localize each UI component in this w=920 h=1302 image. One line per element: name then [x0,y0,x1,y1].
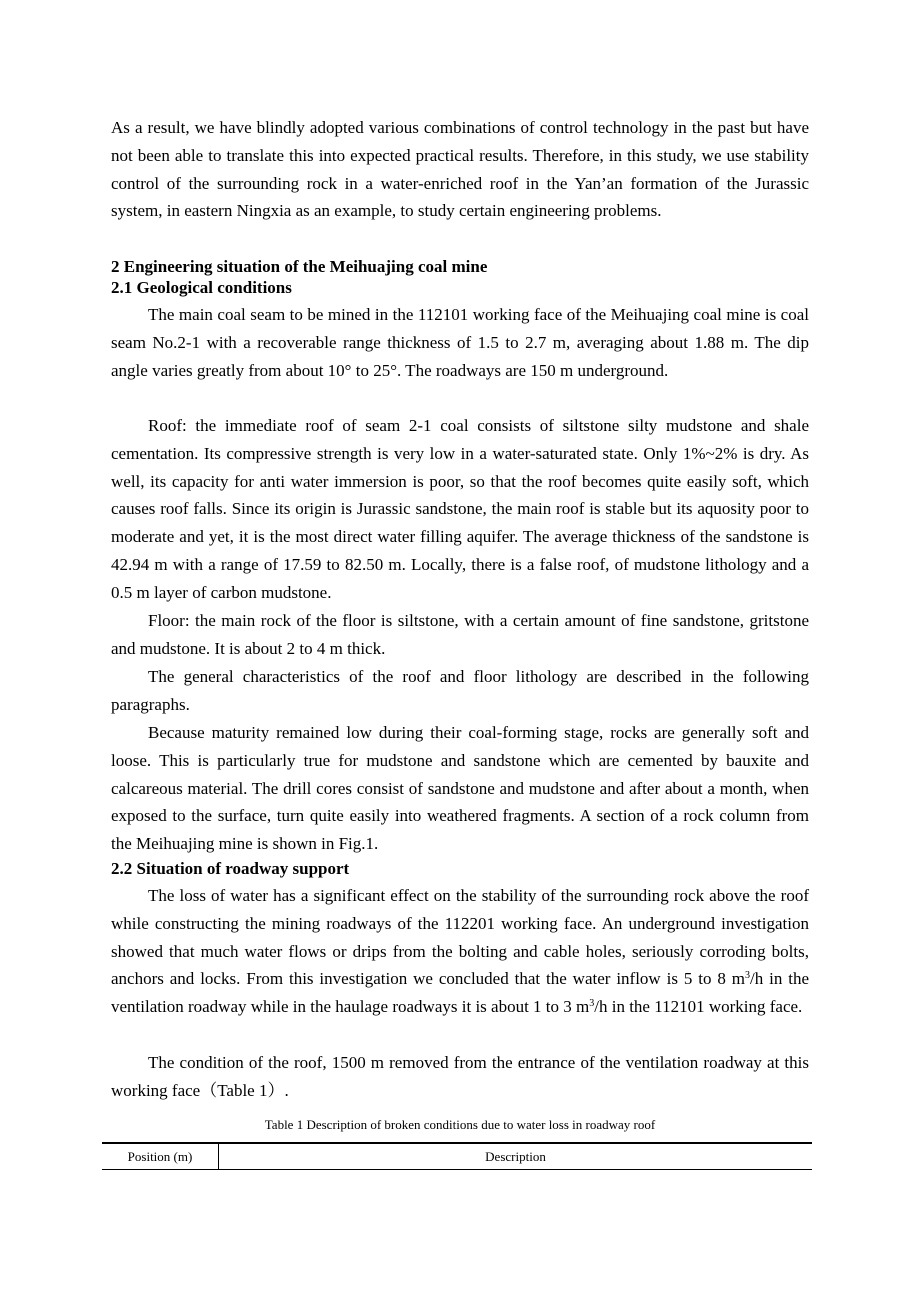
superscript-3: 3 [744,970,750,982]
section-heading-2: 2 Engineering situation of the Meihuajing coal mine [111,257,488,276]
paragraph-general-characteristics: The general characteristics of the roof and floor lithology are described in the following paragraphs. [111,667,809,714]
data-table [102,1142,812,1170]
paragraph-roof-condition: The condition of the roof, 1500 m removed from the entrance of the ventilation roadway at this working face（Table 1）. [111,1053,809,1100]
paragraph-roof: Roof: the immediate roof of seam 2-1 coal consists of siltstone silty mudstone and shale cementation. Its compressive strength is very low in a water-saturated state. Only 1%~2% is dry. As well, its capacity for anti water immersion is poor, so that the roof becomes quite easily soft, which causes roof falls. Since its origin is Jurassic sandstone, the main roof is stable but its aquosity poor to moderate and yet, it is the most direct water filling aquifer. The average thickness of the sandstone is 42.94 m with a range of 17.59 to 82.50 m. Locally, there is a false roof, of mudstone lithology and a 0.5 m layer of carbon mudstone. [111,416,809,602]
table-header-description: Description [485,1149,546,1164]
paragraph-roadway-support-part2: /h in the ventilation roadway while in the haulage roadways it is about 1 to 3 m [111,969,809,1017]
paragraph-coal-seam: The main coal seam to be mined in the 112101 working face of the Meihuajing coal mine is coal seam No.2-1 with a recoverable range thickness of 1.5 to 2.7 m, averaging about 1.88 m. The dip angle varies greatly from about 10° to 25°. The roadways are 150 m underground. [111,305,809,380]
paragraph-roadway-support-part1: The loss of water has a significant effect on the stability of the surrounding rock above the roof while constructing the mining roadways of the 112201 working face. An underground investigation showed that much water flows or drips from the bolting and cable holes, seriously corroding bolts, anchors and locks. From this investigation we concluded that the water inflow is 5 to 8 m [111,886,809,989]
table-caption: Table 1 Description of broken conditions due to water loss in roadway roof [264,1117,656,1132]
table-header-position: Position (m) [102,1144,219,1169]
superscript-3: 3 [589,998,595,1010]
paragraph-roadway-support [111,882,809,1021]
paragraph-intro: As a result, we have blindly adopted various combinations of control technology in the past but have not been able to translate this into expected practical results. Therefore, in this study, we use stability control of the surrounding rock in a water-enriched roof in the Yan’an formation of the Jurassic system, in eastern Ningxia as an example, to study certain engineering problems. [111,118,809,221]
paragraph-maturity: Because maturity remained low during their coal-forming stage, rocks are generally soft and loose. This is particularly true for mudstone and sandstone which are cemented by bauxite and calcareous material. The drill cores consist of sandstone and mudstone and after about a month, when exposed to the surface, turn quite easily into weathered fragments. A section of a rock column from the Meihuajing mine is shown in Fig.1. [111,723,809,854]
section-heading-2-2: 2.2 Situation of roadway support [111,859,350,878]
paragraph-floor: Floor: the main rock of the floor is siltstone, with a certain amount of fine sandstone, gritstone and mudstone. It is about 2 to 4 m thick. [111,611,809,658]
paragraph-roadway-support-part3: /h in the 112101 working face. [594,997,803,1017]
section-heading-2-1: 2.1 Geological conditions [111,278,292,297]
